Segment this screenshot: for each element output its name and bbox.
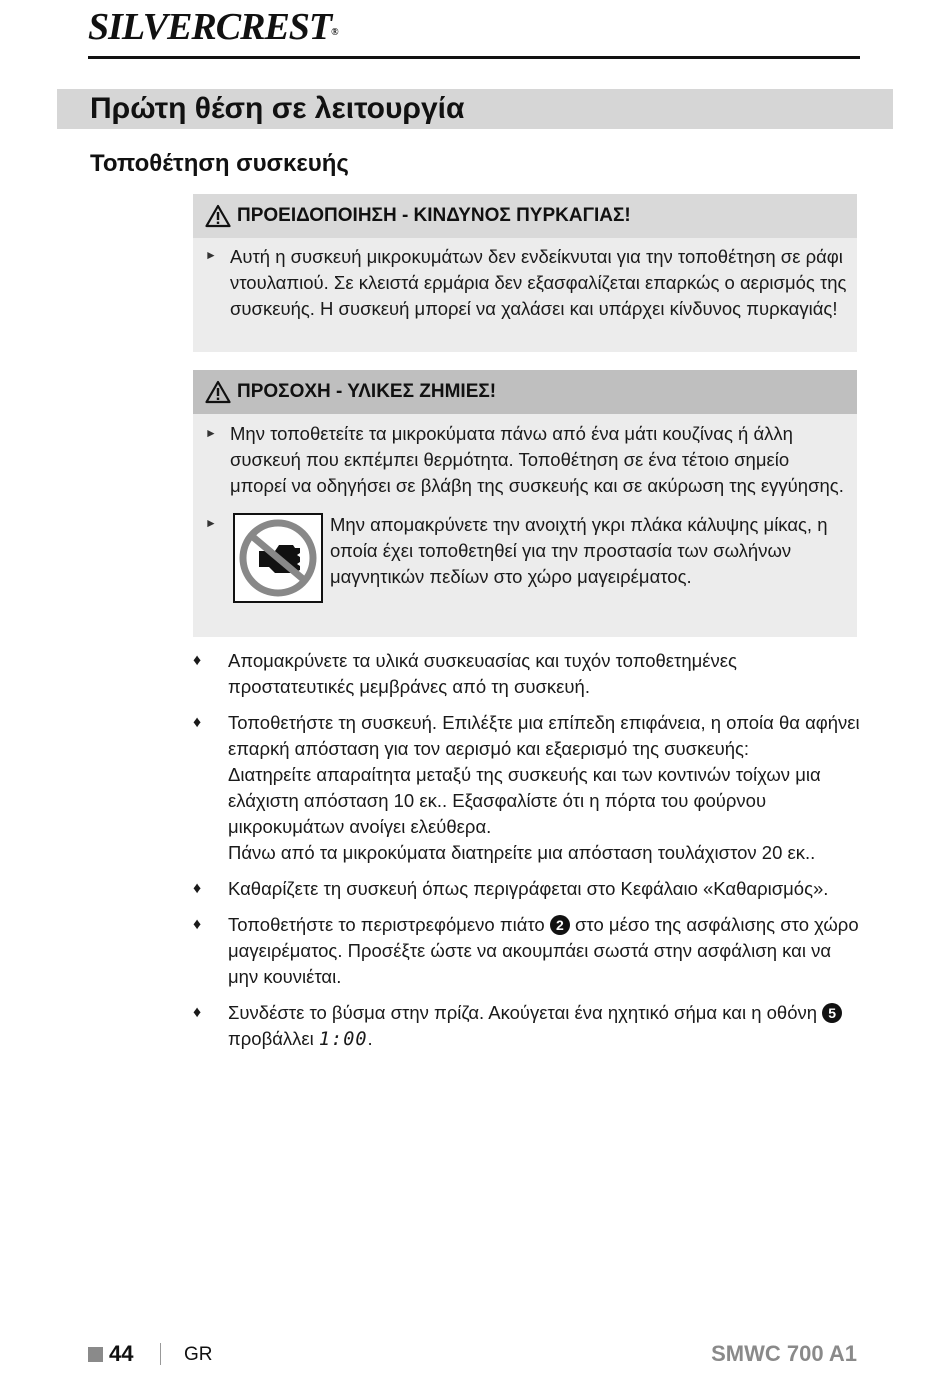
display-readout: 1:00 [318,1029,368,1050]
warning-triangle-icon [205,204,231,228]
caution-item-2: Μην απομακρύνετε την ανοιχτή γκρι πλάκα κάλυψης μίκας, η οποία έχει τοποθετηθεί για την προστασία των σωλήνων μαγνητικών πεδίων στο χώρο μαγειρέματος. [330,514,828,587]
header-rule [88,56,860,59]
page-number: 44 [109,1341,134,1366]
list-item: ♦ Τοποθετήστε τη συσκευή. Επιλέξτε μια επίπεδη επιφάνεια, η οποία θα αφήνει επαρκή απόσταση για τον αερισμό και εξαερισμό της συσκευής: Διατηρείτε απαραίτητα μεταξύ της συσκευής και των κοντινών τοίχων μια ελάχιστη απόσταση 10 εκ.. Εξασφαλίστε ότι η πόρτα του φούρνου μικροκυμάτων ανοίγει ελεύθερα. Πάνω από τα μικροκύματα διατηρείτε μια απόσταση τουλάχιστον 20 εκ.. [193,712,860,863]
caution-damage-box [193,370,857,637]
language-code: GR [184,1344,213,1365]
subsection-title: Τοποθέτηση συσκευής [90,150,349,177]
diamond-bullet-icon: ♦ [193,916,202,933]
arrow-bullet-icon: ► [205,516,217,530]
part-ref-badge: 2 [550,915,570,935]
footer-square-mark [88,1347,103,1362]
caution-item-1: Μην τοποθετείτε τα μικροκύματα πάνω από ένα μάτι κουζίνας ή άλλη συσκευή που εκπέμπει θερμότητα. Τοποθέτηση σε ένα τέτοιο σημείο μπορεί να οδηγήσει σε βλάβη της συσκευής και σε ακύρωση της εγγύησης. [230,423,844,496]
list-item: ♦ Συνδέστε το βύσμα στην πρίζα. Ακούγεται ένα ηχητικό σήμα και η οθόνη 5 προβάλλει 1:00. [193,1000,863,1053]
arrow-bullet-icon: ► [205,426,217,440]
model-number: SMWC 700 A1 [711,1341,857,1366]
warning-fire-text: Αυτή η συσκευή μικροκυμάτων δεν ενδείκνυται για την τοποθέτηση σε ράφι ντουλαπιού. Σε κλειστά ερμάρια δεν εξασφαλίζεται επαρκώς ο αερισμός της συσκευής. Η συσκευή μπορεί να χαλάσει και υπάρχει κίνδυνος πυρκαγιάς! [230,246,847,319]
no-hand-removal-icon [233,513,323,603]
footer-divider [160,1343,161,1365]
diamond-bullet-icon: ♦ [193,880,202,897]
warning-fire-heading [193,194,857,238]
caution-damage-heading-text: ΠΡΟΣΟΧΗ - ΥΛΙΚΕΣ ΖΗΜΙΕΣ! [237,381,497,402]
diamond-bullet-icon: ♦ [193,652,202,669]
caution-damage-heading [193,370,857,414]
warning-fire-box [193,194,857,352]
setup-steps-list [193,648,863,1063]
diamond-bullet-icon: ♦ [193,714,202,731]
list-item: ♦ Τοποθετήστε το περιστρεφόμενο πιάτο 2 στο μέσο της ασφάλισης στο χώρο μαγειρέματος. Προσέξτε ώστε να ακουμπάει σωστά στην ασφάλιση και να μην κουνιέται. [193,914,859,987]
brand-logo: SILVERCREST® [88,6,338,48]
part-ref-badge: 5 [822,1003,842,1023]
warning-triangle-icon [205,380,231,404]
section-title: Πρώτη θέση σε λειτουργία [90,92,465,125]
list-item: ♦ Καθαρίζετε τη συσκευή όπως περιγράφεται στο Κεφάλαιο «Καθαρισμός». [193,876,863,902]
list-item: ♦ Απομακρύνετε τα υλικά συσκευασίας και τυχόν τοποθετημένες προστατευτικές μεμβράνες από τη συσκευή. [193,650,737,697]
arrow-bullet-icon: ► [205,248,217,262]
diamond-bullet-icon: ♦ [193,1004,202,1021]
warning-fire-heading-text: ΠΡΟΕΙΔΟΠΟΙΗΣΗ - ΚΙΝΔΥΝΟΣ ΠΥΡΚΑΓΙΑΣ! [237,205,631,226]
